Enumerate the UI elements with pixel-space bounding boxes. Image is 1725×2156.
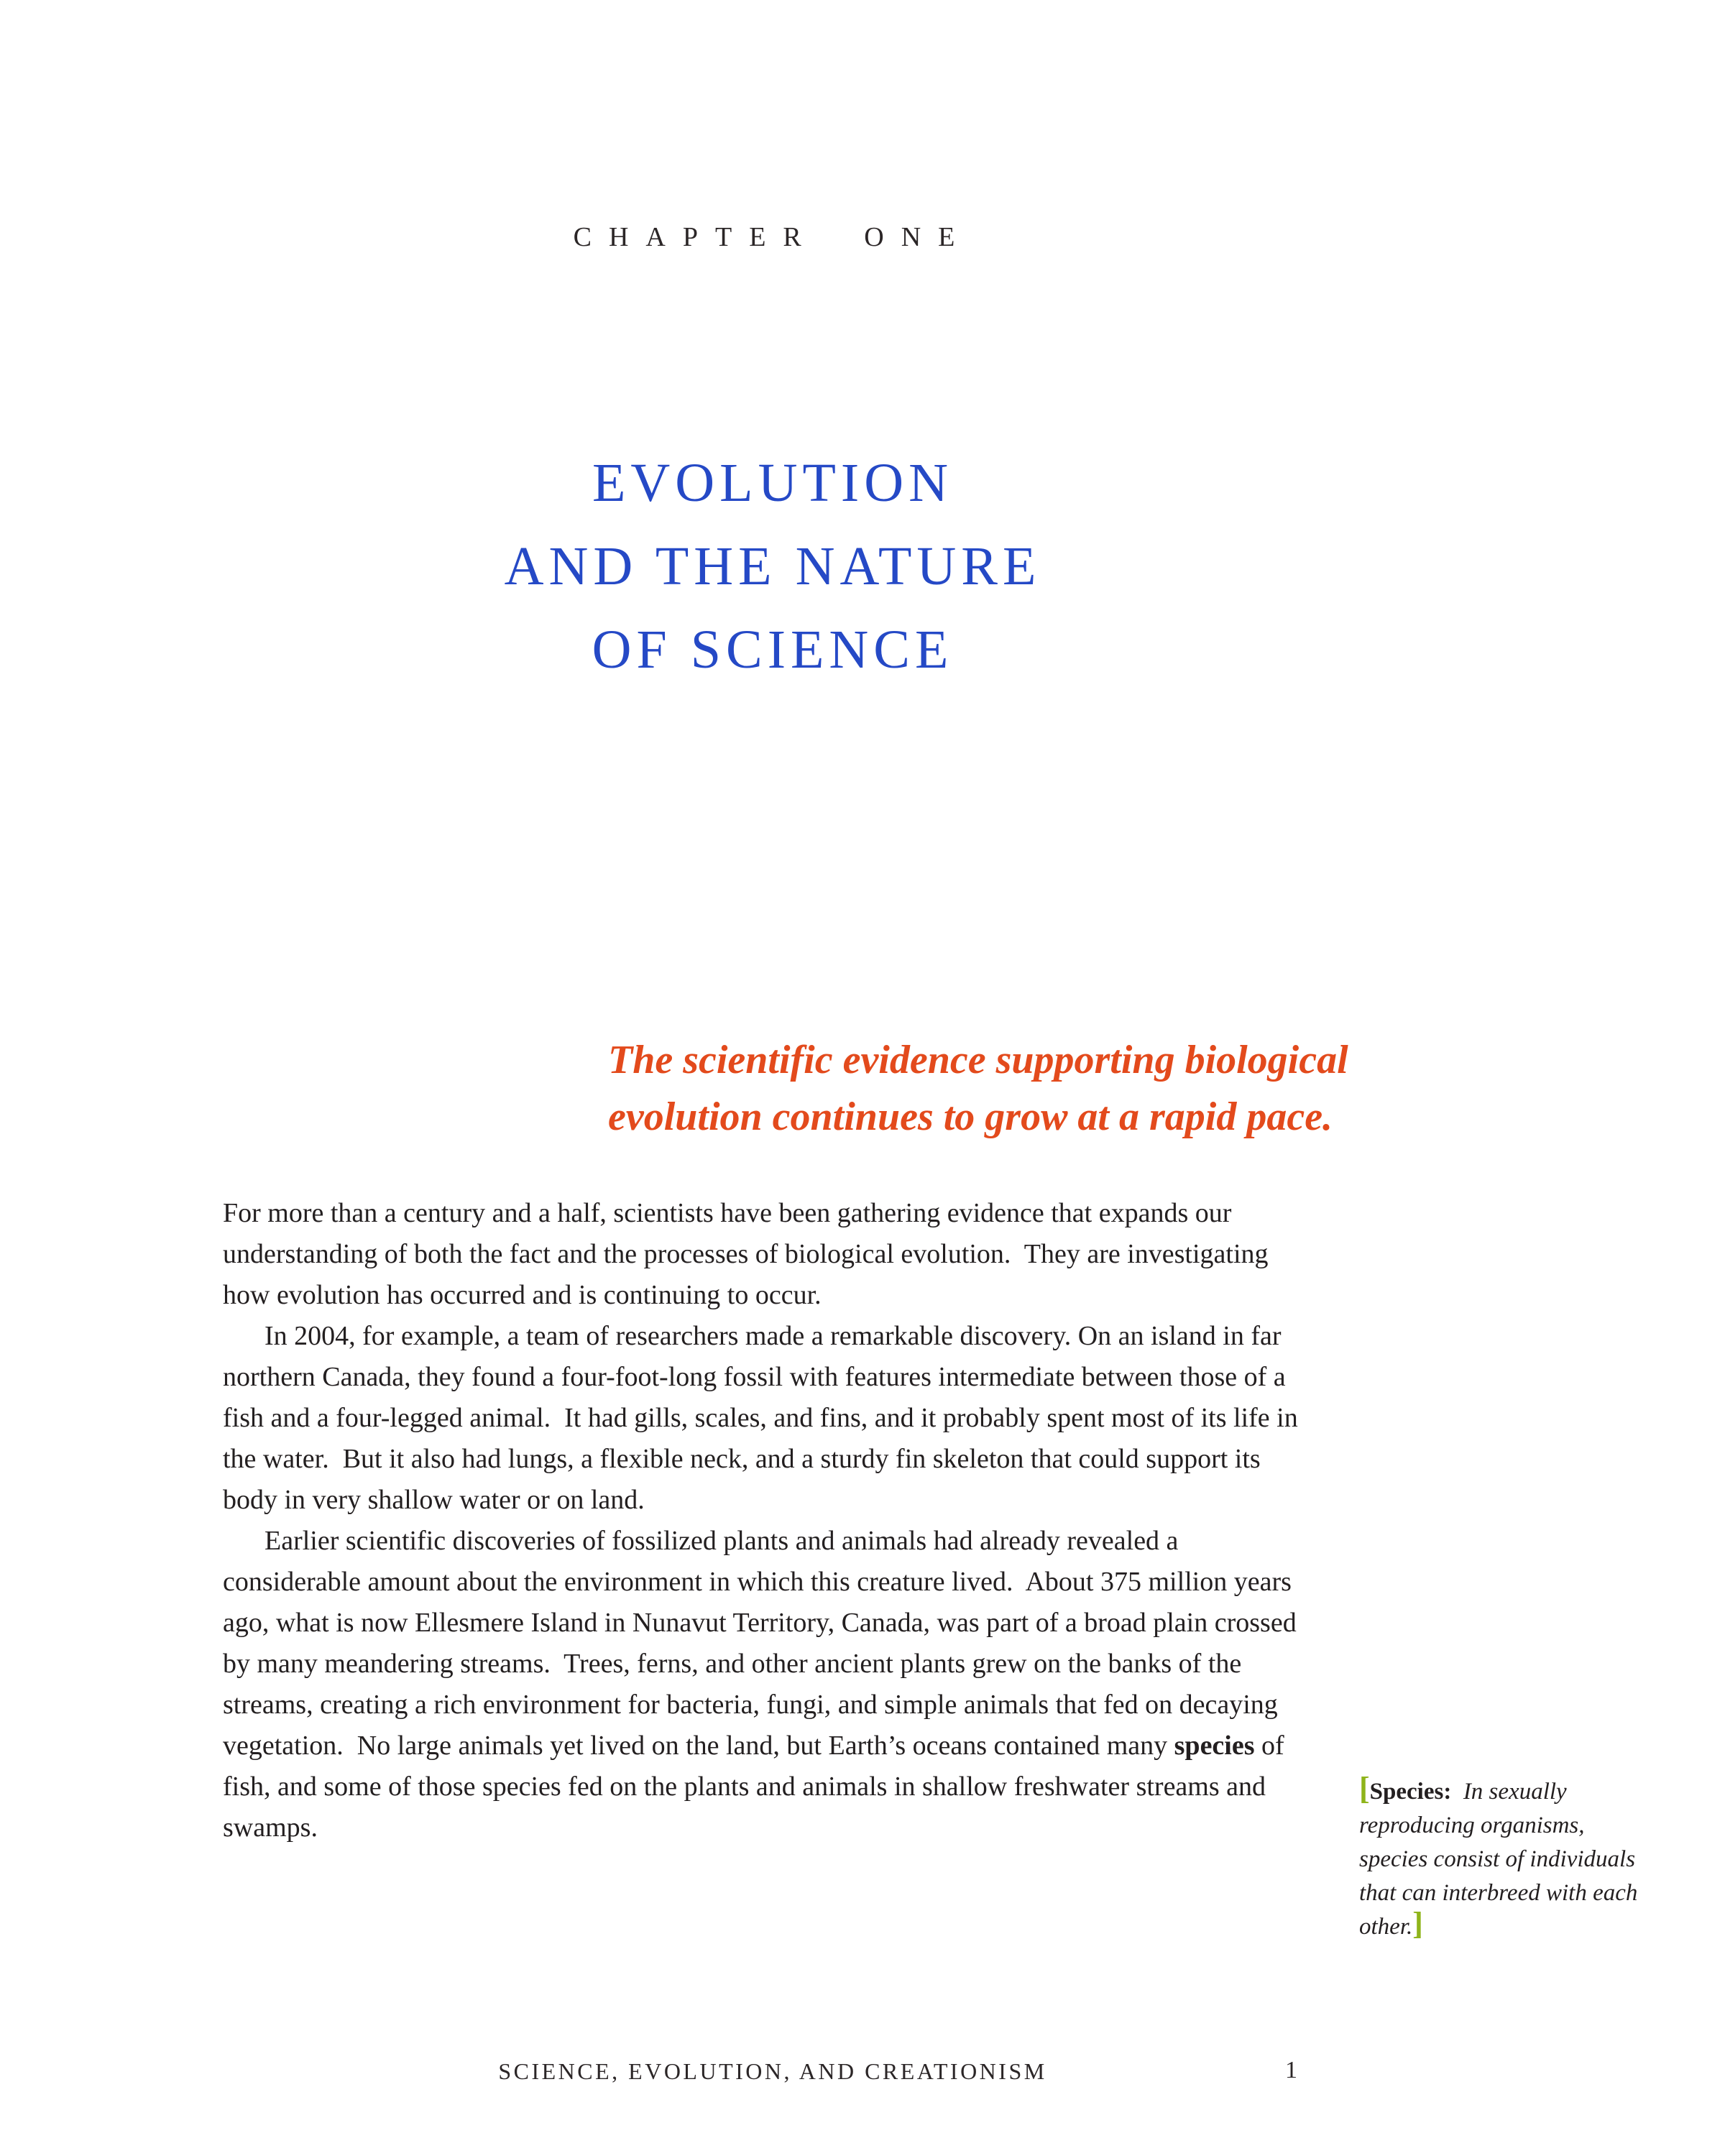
paragraph-3-text-post: of fish, and some of those species fed on the plants and animals in shallow freshwater streams and swamps.: [223, 1731, 1292, 1843]
pull-quote-line-1: The scientific evidence supporting biological: [608, 1038, 1348, 1082]
margin-note-open-bracket: [: [1359, 1771, 1370, 1806]
margin-note-definition: In sexually reproducing organisms, species consist of individuals that can interbreed with each other.: [1359, 1779, 1644, 1940]
chapter-title: [223, 441, 1322, 691]
paragraph-3-bold-term: species: [1174, 1731, 1255, 1761]
chapter-title-line-1: EVOLUTION: [592, 453, 953, 513]
chapter-label: CHAPTER ONE: [573, 222, 972, 252]
paragraph-3: [223, 1521, 1315, 1848]
body-text: [223, 1193, 1315, 1848]
paragraph-3-text-pre: Earlier scientific discoveries of fossilized plants and animals had already revealed a considerable amount about the environment in which this creature lived. About 375 million years ago, what is now Ellesmere Island in Nunavut Territory, Canada, was part of a broad plain crossed by many meandering streams. Trees, ferns, and other ancient plants grew on the banks of the streams, creating a rich environment for bacteria, fungi, and simple animals that fed on decaying vegetation. No large animals yet lived on the land, but Earth’s oceans contained many: [223, 1526, 1304, 1761]
running-footer-title: SCIENCE, EVOLUTION, AND CREATIONISM: [498, 2058, 1047, 2084]
paragraph-2: In 2004, for example, a team of researchers made a remarkable discovery. On an island in far northern Canada, they found a four-foot-long fossil with features intermediate between those of a fish and a four-legged animal. It had gills, scales, and fins, and it probably spent most of its life in the water. But it also had lungs, a flexible neck, and a sturdy fin skeleton that could support its body in very shallow water or on land.: [223, 1321, 1305, 1515]
chapter-title-line-2: AND THE NATURE: [504, 536, 1041, 596]
pull-quote: [608, 1032, 1348, 1146]
page-number: 1: [1285, 2057, 1297, 2083]
pull-quote-line-2: evolution continues to grow at a rapid pace.: [608, 1095, 1333, 1139]
margin-note-close-bracket: ]: [1412, 1906, 1423, 1941]
margin-note-separator: [1451, 1779, 1463, 1805]
paragraph-1: For more than a century and a half, scientists have been gathering evidence that expands our understanding of both the fact and the processes of biological evolution. They are investigating how evolution has occurred and is continuing to occur.: [223, 1198, 1276, 1310]
chapter-title-line-3: OF SCIENCE: [592, 619, 954, 680]
margin-note-species: [1359, 1771, 1644, 1944]
margin-note-term: Species:: [1369, 1779, 1452, 1805]
